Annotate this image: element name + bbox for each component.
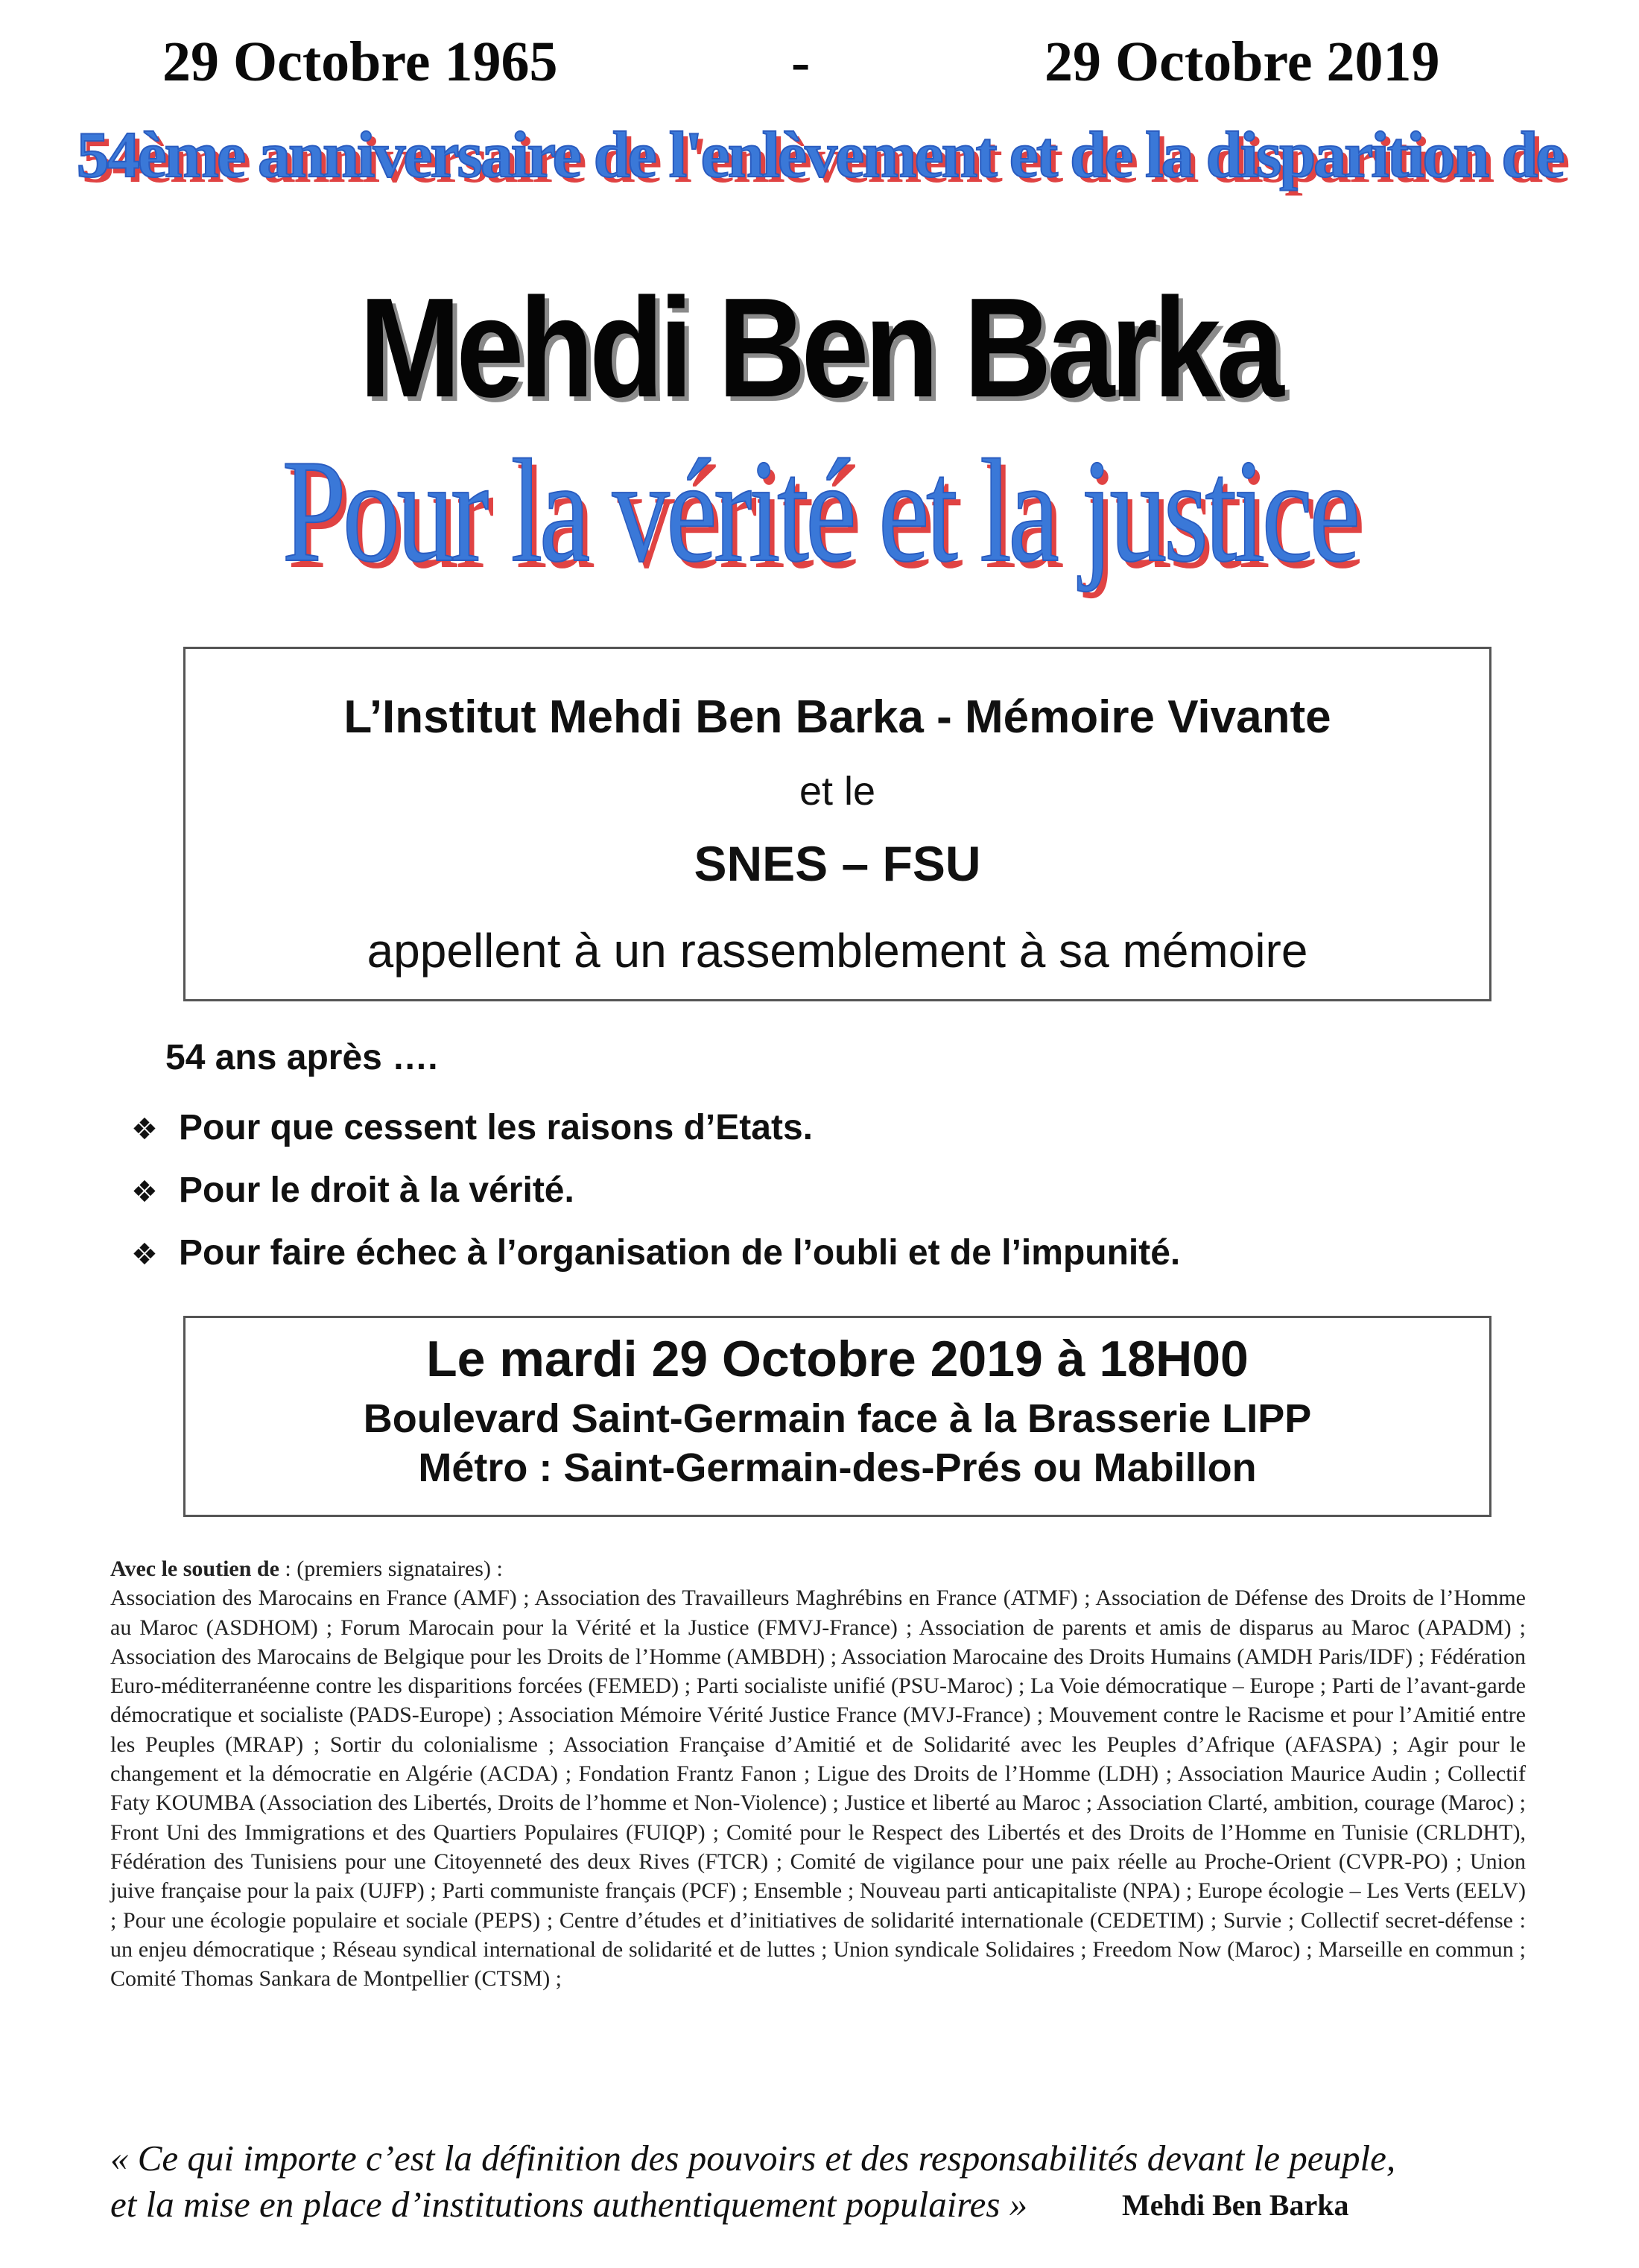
reason-text: Pour que cessent les raisons d’Etats. xyxy=(179,1108,813,1147)
slogan: Pour la vérité et la justice xyxy=(282,429,1357,592)
anniversary-heading: 54ème anniversaire de l'enlèvement et de la disparition de xyxy=(76,119,1563,191)
union-name: SNES – FSU xyxy=(694,836,981,891)
quote-line-1: « Ce qui importe c’est la définition des pouvoirs et des responsabilités devant le peuple, xyxy=(110,2138,1396,2179)
institut-name: L’Institut Mehdi Ben Barka - Mémoire Vivante xyxy=(343,691,1331,743)
event-box xyxy=(183,1316,1491,1517)
reason-text: Pour faire échec à l’organisation de l’oubli et de l’impunité. xyxy=(179,1233,1181,1273)
end-date: 29 Octobre 2019 xyxy=(1044,31,1440,93)
event-location: Boulevard Saint-Germain face à la Brasserie LIPP xyxy=(363,1396,1312,1441)
call-to-gather: appellent à un rassemblement à sa mémoire xyxy=(367,924,1308,978)
reasons-intro: 54 ans après …. xyxy=(165,1038,438,1077)
event-metro: Métro : Saint-Germain-des-Prés ou Mabillon xyxy=(418,1445,1257,1490)
support-note: : (premiers signataires) : xyxy=(279,1556,503,1581)
reason-item xyxy=(131,1107,813,1148)
quote-line-2: et la mise en place d’institutions authentiquement populaires » xyxy=(110,2184,1028,2225)
diamond-bullet-icon: ❖ xyxy=(131,1112,158,1147)
diamond-bullet-icon: ❖ xyxy=(131,1175,158,1209)
support-heading: Avec le soutien de xyxy=(110,1556,279,1581)
reason-item xyxy=(131,1232,1180,1273)
organizers-box xyxy=(183,647,1491,1001)
signatories-block xyxy=(110,1554,1526,1993)
reason-text: Pour le droit à la vérité. xyxy=(179,1171,574,1210)
event-datetime: Le mardi 29 Octobre 2019 à 18H00 xyxy=(426,1331,1249,1387)
name-title: Mehdi Ben Barka xyxy=(359,269,1280,427)
start-date: 29 Octobre 1965 xyxy=(162,31,558,93)
conjunction-text: et le xyxy=(799,769,876,814)
date-separator: - xyxy=(791,31,811,93)
diamond-bullet-icon: ❖ xyxy=(131,1238,158,1272)
reason-item xyxy=(131,1170,574,1211)
signatories-list: Association des Marocains en France (AMF) ; Association des Travailleurs Maghrébins en France (ATMF) ; Association de Défense des Droits de l’Homme au Maroc (ASDHOM) ; Forum Marocain pour la Vérité et la Justice (FMVJ-France) ; Association de parents et amis de disparus au Maroc (APADM) ; Association des Marocains de Belgique pour les Droits de l’Homme (AMBDH) ; Association Marocaine des Droits Humains (AMDH Paris/IDF) ; Fédération Euro-méditerranéenne contre les disparitions forcées (FEMED) ; Parti socialiste unifié (PSU-Maroc) ; La Voie démocratique – Europe ; Parti de l’avant-garde démocratique et socialiste (PADS-Europe) ; Association Mémoire Vérité Justice France (MVJ-France) ; Mouvement contre le Racisme et pour l’Amitié entre les Peuples (MRAP) ; Sortir du colonialisme ; Association Française d’Amitié et de Solidarité avec les Peuples d’Afrique (AFASPA) ; Agir pour le changement et la démocratie en Algérie (ACDA) ; Fondation Frantz Fanon ; Ligue des Droits de l’Homme (LDH) ; Association Maurice Audin ; Collectif Faty KOUMBA (Association des Libertés, Droits de l’homme et Non-Violence) ; Justice et liberté au Maroc ; Association Clarté, ambition, courage (Maroc) ; Front Uni des Immigrations et des Quartiers Populaires (FUIQP) ; Comité pour le Respect des Libertés et des Droits de l’Homme en Tunisie (CRLDHT), Fédération des Tunisiens pour une Citoyenneté des deux Rives (FTCR) ; Comité de vigilance pour une paix réelle au Proche-Orient (CVPR-PO) ; Union juive française pour la paix (UJFP) ; Parti communiste français (PCF) ; Ensemble ; Nouveau parti anticapitaliste (NPA) ; Europe écologie – Les Verts (EELV) ; Pour une écologie populaire et sociale (PEPS) ; Centre d’études et d’initiatives de solidarité internationale (CEDETIM) ; Survie ; Collectif secret-défense : un enjeu démocratique ; Réseau syndical international de solidarité et de luttes ; Union syndicale Solidaires ; Freedom Now (Maroc) ; Marseille en commun ; Comité Thomas Sankara de Montpellier (CTSM) ; xyxy=(110,1586,1526,1992)
quote-author: Mehdi Ben Barka xyxy=(1122,2188,1349,2222)
